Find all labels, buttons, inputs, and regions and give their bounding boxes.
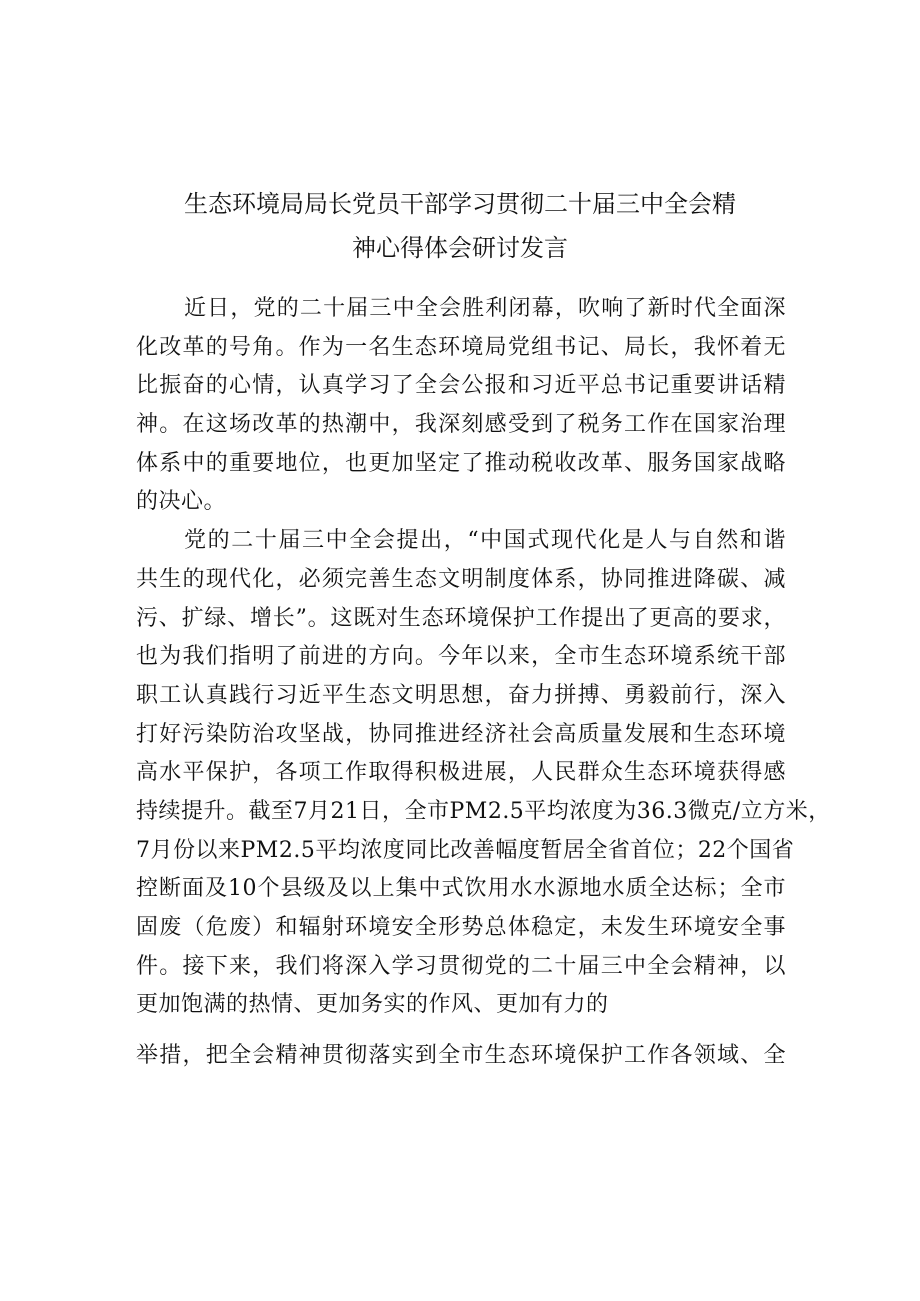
text-line: 件。接下来，我们将深入学习贯彻党的二十届三中全会精神，以 xyxy=(136,953,786,979)
text-line: 污、扩绿、增长”。这既对生态环境保护工作提出了更高的要求， xyxy=(136,605,786,631)
text-line: 的决心。 xyxy=(136,489,227,515)
text-line: 更加饱满的热情、更加务实的作风、更加有力的 xyxy=(136,992,609,1018)
document-body xyxy=(136,290,831,1076)
text-line: 体系中的重要地位，也更加坚定了推动税收改革、服务国家战略 xyxy=(136,450,786,476)
text-line: 职工认真践行习近平生态文明思想，奋力拼搏、勇毅前行，深入 xyxy=(136,682,786,708)
text-line: 控断面及10个县级及以上集中式饮用水水源地水质全达标；全市 xyxy=(136,876,786,902)
text-line: 打好污染防治攻坚战，协同推进经济社会高质量发展和生态环境 xyxy=(136,721,786,747)
title-line-2: 神心得体会研讨发言 xyxy=(352,234,568,263)
document-title xyxy=(150,182,770,270)
text-line: 比振奋的心情，认真学习了全会公报和习近平总书记重要讲话精 xyxy=(136,373,786,399)
text-line: 也为我们指明了前进的方向。今年以来，全市生态环境系统干部 xyxy=(136,644,786,670)
text-line: 7月份以来PM2.5平均浓度同比改善幅度暂居全省首位；22个国省 xyxy=(136,837,795,863)
text-line: 固废（危废）和辐射环境安全形势总体稳定，未发生环境安全事 xyxy=(136,915,786,940)
text-line: 举措，把全会精神贯彻落实到全市生态环境保护工作各领域、全 xyxy=(136,1043,786,1069)
title-line-1: 生态环境局局长党员干部学习贯彻二十届三中全会精 xyxy=(184,190,736,219)
text-line: 党的二十届三中全会提出，“中国式现代化是人与自然和谐 xyxy=(184,528,786,554)
text-line: 近日，党的二十届三中全会胜利闭幕，吹响了新时代全面深 xyxy=(184,296,786,321)
text-line: 高水平保护，各项工作取得积极进展，人民群众生态环境获得感 xyxy=(136,760,786,786)
text-line: 共生的现代化，必须完善生态文明制度体系，协同推进降碳、减 xyxy=(136,566,786,592)
text-line: 神。在这场改革的热潮中，我深刻感受到了税务工作在国家治理 xyxy=(136,412,786,438)
text-line: 持续提升。截至7月21日，全市PM2.5平均浓度为36.3微克/立方米， xyxy=(136,798,831,824)
text-line: 化改革的号角。作为一名生态环境局党组书记、局长，我怀着无 xyxy=(136,334,786,360)
